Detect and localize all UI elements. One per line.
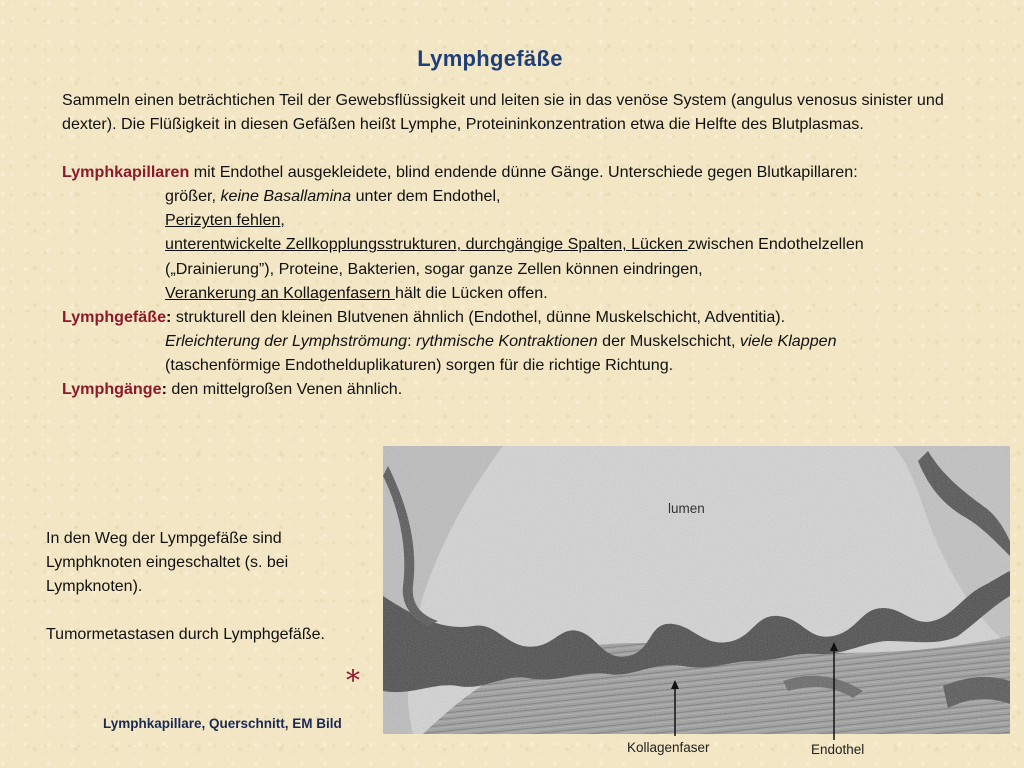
gefaesse-paragraph: [62, 305, 967, 329]
term-lymphgaenge: Lymphgänge: [62, 380, 162, 399]
kapillaren-line-4: („Drainierung”), Proteine, Bakterien, sogar ganze Zellen können eindringen,: [165, 259, 703, 278]
gefaesse-text: strukturell den kleinen Blutvenen ähnlich (Endothel, dünne Muskelschicht, Adventitia).: [171, 307, 786, 326]
kapillaren-line-3: [62, 232, 967, 256]
gaenge-colon: :: [161, 380, 167, 399]
main-text: [62, 88, 967, 401]
page-title: Lymphgefäße: [417, 46, 563, 71]
term-lymphkapillaren: Lymphkapillaren: [62, 163, 190, 182]
gef-l1c: rythmische Kontraktionen: [416, 331, 598, 350]
label-endothel: Endothel: [811, 742, 865, 757]
intro-paragraph: Sammeln einen beträchtichen Teil der Gewebsflüssigkeit und leiten sie in das venöse System (angulus venosus sinister und dexter). Die Flüßigkeit in diesen Gefäßen heißt Lymphe, Proteininkonzentration etwa die Helfte des Blutplasmas.: [62, 91, 944, 134]
gaenge-paragraph: [62, 377, 967, 401]
side-notes: [46, 527, 346, 647]
kapillaren-line-1: [62, 184, 967, 208]
term-lymphgefaesse: Lymphgefäße: [62, 307, 167, 326]
kapillaren-text: mit Endothel ausgekleidete, blind endende dünne Gänge. Unterschiede gegen Blutkapillaren:: [189, 163, 858, 182]
em-micrograph: [383, 446, 1010, 734]
kap-l3a: unterentwickelte Zellkopplungsstrukturen, durchgängige Spalten, Lücken: [165, 235, 688, 254]
side-note-lymphknoten: In den Weg der Lympgefäße sind Lymphknoten eingeschaltet (s. bei Lympknoten).: [46, 530, 289, 595]
kap-l5b: hält die Lücken offen.: [394, 283, 548, 302]
image-caption: Lymphkapillare, Querschnitt, EM Bild: [103, 716, 342, 731]
gef-l1a: Erleichterung der Lymphströmung: [165, 331, 408, 350]
arrow-endothel: [827, 642, 841, 740]
label-lumen: lumen: [668, 501, 705, 516]
kap-l1a: größer,: [165, 187, 221, 206]
kap-l3b: zwischen Endothelzellen: [687, 235, 864, 254]
label-kollagenfaser: Kollagenfaser: [627, 740, 710, 755]
kapillaren-paragraph: [62, 160, 967, 184]
kapillaren-line-2: [62, 208, 967, 232]
kap-l2a: Perizyten fehlen: [165, 211, 281, 230]
kap-l1c: unter dem Endothel,: [351, 187, 501, 206]
gefaesse-line-2: (taschenförmige Endothelduplikaturen) sorgen für die richtige Richtung.: [165, 355, 674, 374]
gef-l1e: viele Klappen: [739, 331, 837, 350]
side-note-tumormetastasen: Tumormetastasen durch Lymphgefäße.: [46, 626, 325, 643]
micrograph-svg: [383, 446, 1010, 734]
gaenge-text: den mittelgroßen Venen ähnlich.: [166, 380, 403, 399]
kap-l1b: keine Basallamina: [220, 187, 352, 206]
kap-l2b: ,: [280, 211, 285, 230]
asterisk-marker: *: [346, 664, 360, 697]
gefaesse-line-1: [62, 329, 967, 353]
kap-l5a: Verankerung an Kollagenfasern: [165, 283, 395, 302]
gef-colon: :: [166, 307, 172, 326]
kapillaren-line-5: [62, 281, 967, 305]
gef-l1d: der Muskelschicht,: [597, 331, 740, 350]
gef-l1b: :: [407, 331, 417, 350]
arrow-kollagenfaser: [668, 680, 682, 736]
